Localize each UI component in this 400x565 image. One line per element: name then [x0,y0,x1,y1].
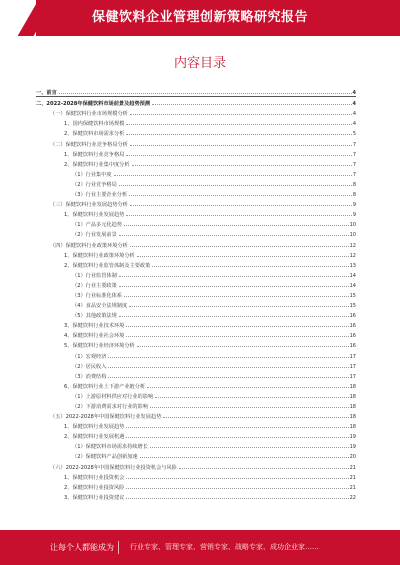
toc-leader-dots [108,377,348,378]
toc-entry[interactable] [36,158,356,168]
toc-entry[interactable] [36,349,356,359]
toc-entry[interactable] [36,370,356,380]
toc-entry-page: 4 [352,101,356,108]
toc-leader-dots [150,447,349,448]
toc-entry[interactable] [36,198,356,208]
toc-entry-page: 8 [352,181,356,188]
toc-entry[interactable] [36,208,356,218]
toc-entry-label: 2、保健饮料行业集中度分析 [64,161,130,168]
toc-leader-dots [130,145,352,146]
toc-entry-label: 2、保健饮料行业发展机遇 [64,434,125,441]
toc-entry[interactable] [36,238,356,248]
toc-entry-page: 22 [349,494,356,501]
toc-entry-page: 7 [352,151,356,158]
toc-entry-page: 14 [349,272,356,279]
toc-entry[interactable] [36,148,356,158]
toc-entry[interactable] [36,390,356,400]
toc-leader-dots [119,185,352,186]
toc-entry-page: 18 [349,424,356,431]
toc-entry[interactable] [36,440,356,450]
toc-leader-dots [126,478,348,479]
toc-entry-page: 7 [352,171,356,178]
toc-entry-page: 16 [349,313,356,320]
toc-entry[interactable] [36,107,356,117]
toc-entry-page: 4 [352,90,356,97]
toc-entry-page: 18 [349,393,356,400]
page-footer [0,530,400,565]
toc-entry-label: （2）行业竞争格局 [72,181,117,188]
toc-entry[interactable] [36,178,356,188]
toc-entry[interactable] [36,380,356,390]
toc-entry-label: （1）行业集中度 [72,171,112,178]
toc-leader-dots [137,346,349,347]
toc-leader-dots [155,397,349,398]
toc-entry-label: （二）保健饮料行业竞争格局分析 [50,141,128,148]
footer-divider [118,541,119,554]
toc-entry-page: 9 [352,212,356,219]
toc-entry[interactable] [36,86,356,97]
toc-entry-label: （2）保健饮料产品创新加速 [72,454,138,461]
toc-leader-dots [129,306,348,307]
toc-entry-label: 1、保健饮料行业发展趋势 [64,212,125,219]
toc-leader-dots [108,367,348,368]
toc-entry-label: （2）行业主要政策 [72,282,117,289]
toc-entry-label: 4、保健饮料行业社会环境 [64,333,125,340]
toc-entry[interactable] [36,481,356,491]
toc-entry-label: （1）产品多元化趋势 [72,222,122,229]
toc-entry[interactable] [36,420,356,430]
toc-leader-dots [132,165,352,166]
toc-leader-dots [126,437,348,438]
toc-entry-page: 18 [349,414,356,421]
toc-entry-page: 20 [349,454,356,461]
toc-entry[interactable] [36,329,356,339]
toc-entry-page: 15 [349,303,356,310]
toc-entry[interactable] [36,299,356,309]
toc-entry[interactable] [36,339,356,349]
page-header [0,0,400,36]
toc-entry-page: 16 [349,333,356,340]
report-title: 保健饮料企业管理创新策略研究报告 [91,10,308,25]
toc-leader-dots [126,155,351,156]
toc-entry-label: 5、保健饮料行业经济环境分析 [64,343,135,350]
toc-entry-page: 21 [349,474,356,481]
toc-entry-label: （1）上游原材料供应对行业的影响 [72,393,154,400]
toc-entry-page: 5 [352,131,356,138]
toc-entry-page: 13 [349,262,356,269]
toc-entry-page: 21 [349,484,356,491]
toc-entry[interactable] [36,430,356,440]
toc-heading: 内容目录 [173,56,226,71]
toc-entry-label: 3、保健饮料行业技术环境 [64,323,125,330]
toc-entry-page: 12 [349,242,356,249]
toc-entry-page: 14 [349,282,356,289]
toc-entry-label: 1、保健饮料行业投资机会 [64,474,125,481]
toc-entry-label: （2）下游消费需求对行业的影响 [72,404,148,410]
toc-leader-dots [119,276,349,277]
toc-leader-dots [147,387,349,388]
toc-entry-page: 17 [349,373,356,380]
toc-leader-dots [152,266,348,267]
toc-entry-label: （六）2022-2028年中国保健饮料行业投资机会与风险 [50,464,177,471]
toc-entry-page: 8 [352,192,356,199]
toc-entry[interactable] [36,450,356,460]
toc-leader-dots [126,427,348,428]
toc-entry-page: 15 [349,292,356,299]
toc-entry-label: （3）行业标准化体系 [72,292,122,299]
toc-entry-label: （1）保健饮料市场需求持续增长 [72,444,148,451]
toc-entry[interactable] [36,137,356,147]
toc-entry-page: 10 [349,222,356,229]
table-of-contents [36,86,356,501]
toc-leader-dots [163,417,348,418]
toc-leader-dots [119,286,349,287]
toc-entry-page: 12 [349,252,356,259]
toc-entry[interactable] [36,410,356,420]
toc-entry[interactable] [36,259,356,269]
toc-entry[interactable] [36,188,356,198]
toc-entry-label: （3）行业主要企业分析 [72,192,128,199]
toc-entry-label: 一、前言 [36,90,57,97]
toc-entry[interactable] [36,279,356,289]
toc-entry-label: （三）保健饮料行业发展趋势分析 [50,202,128,209]
toc-leader-dots [129,195,352,196]
toc-leader-dots [130,246,349,247]
toc-entry[interactable] [36,168,356,178]
toc-leader-dots [179,468,349,469]
toc-entry-page: 4 [352,121,356,128]
toc-leader-dots [124,225,349,226]
toc-entry-page: 21 [349,464,356,471]
toc-entry-page: 17 [349,353,356,360]
toc-entry-page: 10 [349,232,356,239]
toc-entry-label: （四）保健饮料行业政策环境分析 [50,242,128,249]
toc-entry[interactable] [36,360,356,370]
toc-leader-dots [137,256,349,257]
toc-entry[interactable] [36,228,356,238]
toc-leader-dots [126,215,351,216]
toc-leader-dots [108,357,348,358]
toc-entry-label: 1、保健饮料行业竞争格局 [64,151,125,158]
toc-entry[interactable] [36,127,356,137]
toc-entry-page: 9 [352,202,356,209]
toc-entry-label: 2、保健饮料市场需求分析 [64,131,125,138]
toc-leader-dots [59,93,352,94]
toc-entry-label: （1）宏观经济 [72,353,107,360]
toc-entry-label: 1、保健饮料行业政策环境分析 [64,252,135,259]
toc-leader-dots [126,488,348,489]
toc-entry-label: 1、保健饮料行业发展趋势 [64,424,125,431]
toc-entry[interactable] [36,471,356,481]
toc-entry-label: （3）消费结构 [72,373,107,380]
toc-entry-label: （5）其他政策法规 [72,313,117,320]
footer-tagline: 行业专家、管理专家、营销专家、战略专家、成功企业家…… [130,543,319,551]
toc-leader-dots [150,407,349,408]
toc-entry[interactable] [36,269,356,279]
toc-leader-dots [152,104,351,105]
toc-entry[interactable] [36,319,356,329]
toc-leader-dots [140,457,349,458]
toc-leader-dots [130,114,352,115]
toc-entry[interactable] [36,400,356,410]
toc-leader-dots [119,235,349,236]
toc-entry-page: 17 [349,363,356,370]
toc-leader-dots [124,296,349,297]
toc-entry-label: （4）食品安全法规制度 [72,303,128,310]
toc-entry[interactable] [36,249,356,259]
toc-entry-label: （五）2022-2028年中国保健饮料行业发展趋势 [50,414,162,421]
toc-entry[interactable] [36,97,356,107]
toc-entry-label: （一）保健饮料行业市场规模分析 [50,111,128,118]
toc-entry-label: （2）居民收入 [72,363,107,370]
toc-entry-label: 1、国内保健饮料市场规模 [64,121,125,128]
toc-entry-page: 18 [349,404,356,410]
toc-entry-label: 2、保健饮料行业监管体制及主要政策 [64,262,151,269]
toc-leader-dots [126,498,348,499]
toc-leader-dots [114,175,352,176]
toc-leader-dots [126,124,351,125]
toc-entry[interactable] [36,218,356,228]
toc-entry-label: 3、保健饮料行业投资建议 [64,494,125,501]
toc-entry-label: 6、保健饮料行业上下游产业链分析 [64,383,146,390]
toc-entry[interactable] [36,460,356,470]
toc-entry-page: 4 [352,111,356,118]
toc-entry-page: 7 [352,141,356,148]
toc-entry-label: （2）行业发展前景 [72,232,117,239]
toc-entry-page: 19 [349,444,356,451]
toc-entry-page: 16 [349,343,356,350]
toc-entry-label: 二、2022-2028年保健饮料市场前景及趋势预测 [36,101,151,108]
toc-leader-dots [130,205,352,206]
toc-entry-label: 2、保健饮料行业投资风险 [64,484,125,491]
toc-leader-dots [126,134,351,135]
toc-leader-dots [126,326,348,327]
toc-entry[interactable] [36,117,356,127]
toc-leader-dots [119,316,349,317]
toc-entry-label: （1）行业监管体制 [72,272,117,279]
toc-entry-page: 16 [349,323,356,330]
toc-entry-page: 7 [352,161,356,168]
toc-entry[interactable] [36,491,356,501]
toc-entry-page: 19 [349,434,356,441]
toc-entry[interactable] [36,309,356,319]
toc-entry-page: 18 [349,383,356,390]
footer-slogan: 让每个人都能成为 [50,543,114,552]
toc-entry[interactable] [36,289,356,299]
toc-leader-dots [126,336,348,337]
